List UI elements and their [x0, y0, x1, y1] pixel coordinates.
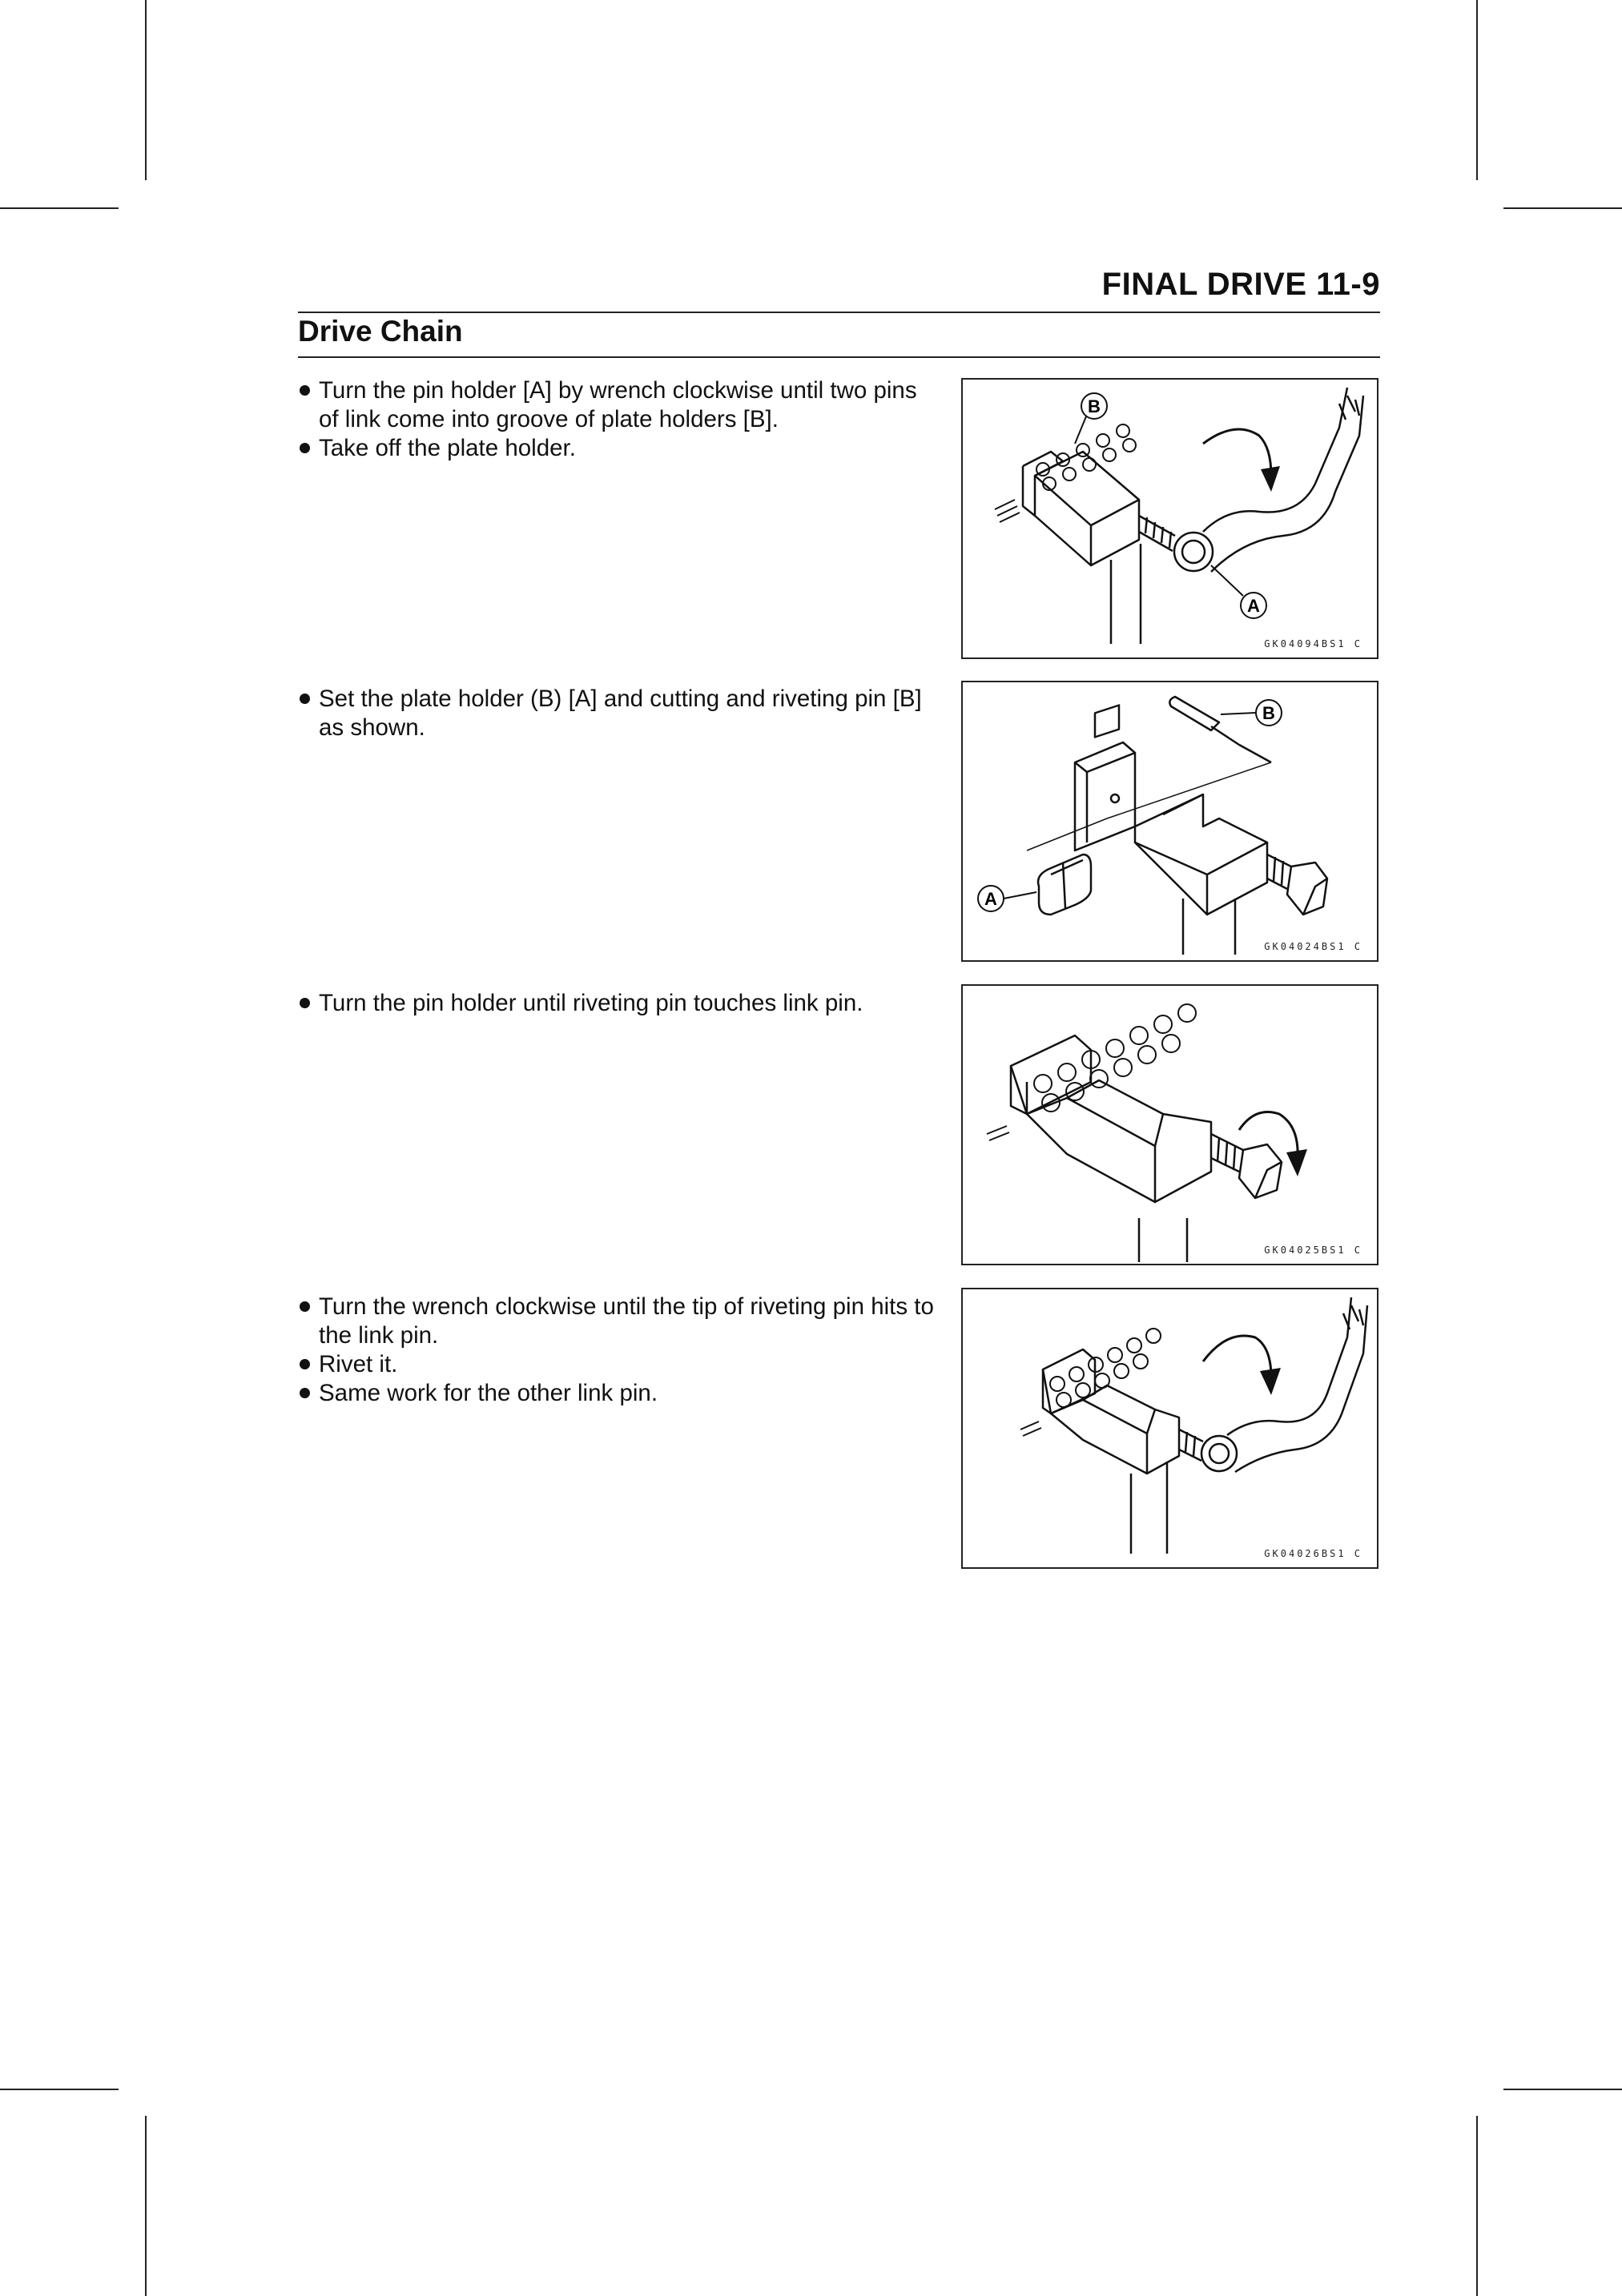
- step-text: Turn the wrench clockwise until the tip of riveting pin hits to the link pin.: [319, 1293, 934, 1349]
- crop-mark: [1503, 2089, 1622, 2090]
- crop-mark: [1503, 207, 1622, 209]
- figure-code: GK04026BS1 C: [1264, 1548, 1362, 1559]
- bullet-icon: [300, 1359, 310, 1369]
- section-rule: [298, 356, 1380, 358]
- bullet-icon: [300, 998, 310, 1008]
- bullet-icon: [300, 443, 310, 453]
- step-text: Rivet it.: [319, 1351, 398, 1377]
- chain-tool-wrench-illustration: [963, 380, 1380, 661]
- figure-callout: A: [984, 889, 997, 909]
- figure-code: GK04025BS1 C: [1264, 1245, 1362, 1256]
- step-item: [298, 989, 939, 1018]
- step-text: Turn the pin holder until riveting pin touches link pin.: [319, 990, 863, 1016]
- step-text: Take off the plate holder.: [319, 435, 576, 461]
- step-item: [298, 1379, 939, 1408]
- figure-callout: A: [1247, 596, 1260, 616]
- step-text: Set the plate holder (B) [A] and cutting and riveting pin [B] as shown.: [319, 686, 922, 741]
- bullet-icon: [300, 694, 310, 704]
- figure-4: [961, 1288, 1378, 1569]
- figure-3: [961, 984, 1378, 1265]
- step-text: Same work for the other link pin.: [319, 1380, 658, 1406]
- step-item: [298, 434, 939, 463]
- step-item: [298, 1350, 939, 1379]
- step-text: Turn the pin holder [A] by wrench clockwise until two pins of link come into groove of plate holders [B].: [319, 377, 917, 432]
- figure-callout: B: [1262, 703, 1275, 723]
- page-header-title: FINAL DRIVE 11-9: [1101, 267, 1380, 302]
- step-block-3: [298, 989, 939, 1018]
- header-rule: [298, 312, 1380, 313]
- crop-mark: [1476, 2116, 1478, 2296]
- figure-callout: B: [1088, 396, 1101, 416]
- step-item: [298, 1293, 939, 1350]
- figure-2: [961, 681, 1378, 962]
- section-title: Drive Chain: [298, 315, 463, 348]
- crop-mark: [0, 207, 119, 209]
- bullet-icon: [300, 1388, 310, 1398]
- figure-code: GK04094BS1 C: [1264, 638, 1362, 649]
- figure-1: [961, 378, 1378, 659]
- bullet-icon: [300, 1301, 310, 1312]
- crop-mark: [145, 0, 147, 180]
- figure-code: GK04024BS1 C: [1264, 941, 1362, 952]
- crop-mark: [145, 2116, 147, 2296]
- chain-tool-rivet-illustration: [963, 1289, 1380, 1570]
- step-item: [298, 685, 939, 742]
- step-block-1: [298, 376, 939, 463]
- bullet-icon: [300, 385, 310, 396]
- plate-holder-pin-illustration: [963, 682, 1380, 963]
- step-block-4: [298, 1293, 939, 1408]
- crop-mark: [0, 2089, 119, 2090]
- crop-mark: [1476, 0, 1478, 180]
- step-block-2: [298, 685, 939, 742]
- step-item: [298, 376, 939, 434]
- chain-tool-turn-illustration: [963, 986, 1380, 1267]
